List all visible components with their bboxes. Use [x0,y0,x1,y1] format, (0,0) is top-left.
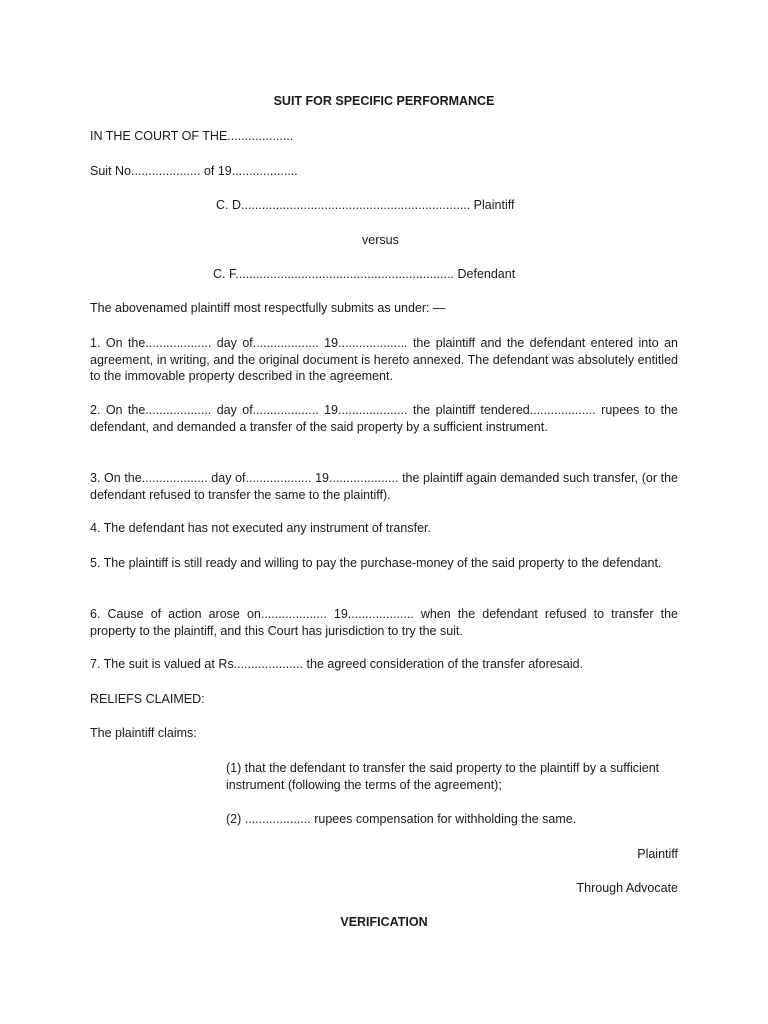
claim-1: (1) that the defendant to transfer the said property to the plaintiff by a sufficient instrument (following the terms of the agreement); [226,761,660,792]
verification-heading: VERIFICATION [340,915,428,929]
paragraph-7: 7. The suit is valued at Rs.................... the agreed consideration of the transfer aforesaid. [90,657,584,671]
signature-plaintiff: Plaintiff [637,847,678,861]
reliefs-heading: RELIEFS CLAIMED: [90,692,205,706]
court-line: IN THE COURT OF THE................... [90,129,294,143]
paragraph-1: 1. On the................... day of................... 19.................... the plaintiff and the defendant entered into an agreement, in writing, and the original document is hereto annexed. The defendant was absolutely entitled to the immovable property described in the agreement. [90,336,678,384]
document-title: SUIT FOR SPECIFIC PERFORMANCE [273,94,495,108]
signature-advocate: Through Advocate [576,881,678,895]
paragraph-5: 5. The plaintiff is still ready and willing to pay the purchase-money of the said property to the defendant. [90,556,662,570]
claims-intro: The plaintiff claims: [90,726,197,740]
paragraph-4: 4. The defendant has not executed any instrument of transfer. [90,521,431,535]
paragraph-6: 6. Cause of action arose on................... 19................... when the defendant refused to transfer the property to the plaintiff, and this Court has jurisdiction to try the suit. [90,607,678,638]
paragraph-2: 2. On the................... day of................... 19.................... the plaintiff tendered................... rupees to the defendant, and demanded a transfer of the said property by a sufficient instrument. [90,403,678,434]
claim-2: (2) ................... rupees compensation for withholding the same. [226,812,577,826]
plaintiff-line: C. D.................................................................. Plaintiff [216,198,515,212]
paragraph-3: 3. On the................... day of................... 19.................... the plaintiff again demanded such transfer, (or the defendant refused to transfer the same to the plaintiff). [90,471,678,502]
defendant-line: C. F............................................................... Defendant [213,267,516,281]
intro-paragraph: The abovenamed plaintiff most respectfully submits as under: — [90,301,446,315]
suit-number-line: Suit No.................... of 19................... [90,164,298,178]
versus-line: versus [362,233,399,247]
